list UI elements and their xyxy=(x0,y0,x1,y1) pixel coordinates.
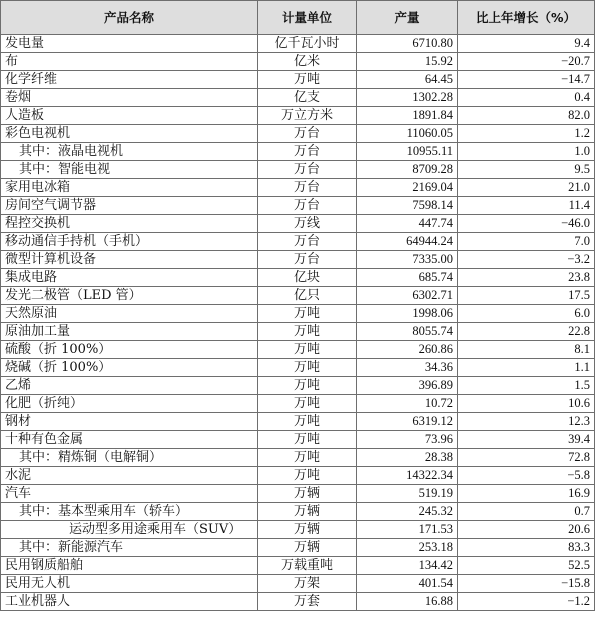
growth-cell: 83.3 xyxy=(458,539,595,557)
header-row xyxy=(1,1,595,35)
growth-cell: 1.0 xyxy=(458,143,595,161)
output-cell: 8709.28 xyxy=(357,161,458,179)
unit-cell: 万台 xyxy=(258,143,357,161)
table-row xyxy=(1,251,595,269)
product-name-cell: 家用电冰箱 xyxy=(1,179,258,197)
table-row xyxy=(1,179,595,197)
table-row xyxy=(1,215,595,233)
table-row xyxy=(1,557,595,575)
table-row xyxy=(1,341,595,359)
growth-cell: 0.4 xyxy=(458,89,595,107)
growth-cell: 9.5 xyxy=(458,161,595,179)
unit-cell: 万架 xyxy=(258,575,357,593)
output-cell: 15.92 xyxy=(357,53,458,71)
output-cell: 7598.14 xyxy=(357,197,458,215)
product-name-cell: 硫酸（折 100%） xyxy=(1,341,258,359)
output-cell: 6710.80 xyxy=(357,35,458,53)
growth-cell: 39.4 xyxy=(458,431,595,449)
growth-cell: 52.5 xyxy=(458,557,595,575)
product-name-cell: 发电量 xyxy=(1,35,258,53)
output-cell: 7335.00 xyxy=(357,251,458,269)
growth-cell: −46.0 xyxy=(458,215,595,233)
output-cell: 519.19 xyxy=(357,485,458,503)
product-name-cell: 人造板 xyxy=(1,107,258,125)
product-name-cell: 其中：智能电视 xyxy=(1,161,258,179)
product-name-cell: 原油加工量 xyxy=(1,323,258,341)
table-row xyxy=(1,521,595,539)
unit-cell: 万吨 xyxy=(258,305,357,323)
growth-cell: 20.6 xyxy=(458,521,595,539)
table-row xyxy=(1,89,595,107)
growth-cell: 0.7 xyxy=(458,503,595,521)
product-name-cell: 天然原油 xyxy=(1,305,258,323)
unit-cell: 万台 xyxy=(258,179,357,197)
table-row xyxy=(1,107,595,125)
growth-cell: 12.3 xyxy=(458,413,595,431)
growth-cell: 82.0 xyxy=(458,107,595,125)
table-row xyxy=(1,395,595,413)
product-name-cell: 民用钢质船舶 xyxy=(1,557,258,575)
product-name-cell: 钢材 xyxy=(1,413,258,431)
growth-cell: −20.7 xyxy=(458,53,595,71)
growth-cell: 1.5 xyxy=(458,377,595,395)
output-cell: 10955.11 xyxy=(357,143,458,161)
unit-cell: 万吨 xyxy=(258,395,357,413)
unit-cell: 万台 xyxy=(258,161,357,179)
product-name-cell: 发光二极管（LED 管） xyxy=(1,287,258,305)
unit-cell: 万套 xyxy=(258,593,357,611)
growth-cell: 6.0 xyxy=(458,305,595,323)
table-row xyxy=(1,35,595,53)
growth-cell: 22.8 xyxy=(458,323,595,341)
unit-cell: 万吨 xyxy=(258,449,357,467)
output-cell: 1302.28 xyxy=(357,89,458,107)
unit-cell: 万辆 xyxy=(258,485,357,503)
table-body xyxy=(1,35,595,611)
growth-cell: 10.6 xyxy=(458,395,595,413)
growth-cell: 21.0 xyxy=(458,179,595,197)
growth-cell: 1.1 xyxy=(458,359,595,377)
table-row xyxy=(1,323,595,341)
unit-cell: 万载重吨 xyxy=(258,557,357,575)
unit-cell: 万吨 xyxy=(258,467,357,485)
product-name-cell: 化肥（折纯） xyxy=(1,395,258,413)
table-row xyxy=(1,467,595,485)
growth-cell: 17.5 xyxy=(458,287,595,305)
growth-cell: −5.8 xyxy=(458,467,595,485)
unit-cell: 万辆 xyxy=(258,539,357,557)
output-cell: 11060.05 xyxy=(357,125,458,143)
product-name-cell: 其中：液晶电视机 xyxy=(1,143,258,161)
table-row xyxy=(1,53,595,71)
output-cell: 401.54 xyxy=(357,575,458,593)
output-cell: 447.74 xyxy=(357,215,458,233)
unit-cell: 万吨 xyxy=(258,341,357,359)
product-name-cell: 其中：基本型乘用车（轿车） xyxy=(1,503,258,521)
output-cell: 34.36 xyxy=(357,359,458,377)
table-row xyxy=(1,503,595,521)
growth-cell: 9.4 xyxy=(458,35,595,53)
product-name-cell: 彩色电视机 xyxy=(1,125,258,143)
table-row xyxy=(1,413,595,431)
table-row xyxy=(1,575,595,593)
table-row xyxy=(1,125,595,143)
product-name-cell: 民用无人机 xyxy=(1,575,258,593)
product-name-cell: 微型计算机设备 xyxy=(1,251,258,269)
unit-cell: 万台 xyxy=(258,125,357,143)
product-name-cell: 程控交换机 xyxy=(1,215,258,233)
unit-cell: 万台 xyxy=(258,197,357,215)
product-name-cell: 乙烯 xyxy=(1,377,258,395)
table-row xyxy=(1,431,595,449)
output-cell: 1998.06 xyxy=(357,305,458,323)
output-cell: 73.96 xyxy=(357,431,458,449)
table-header xyxy=(1,1,595,35)
growth-cell: −1.2 xyxy=(458,593,595,611)
table-row xyxy=(1,359,595,377)
product-name-cell: 化学纤维 xyxy=(1,71,258,89)
table-row xyxy=(1,71,595,89)
unit-cell: 亿千瓦小时 xyxy=(258,35,357,53)
unit-cell: 万吨 xyxy=(258,71,357,89)
product-name-cell: 汽车 xyxy=(1,485,258,503)
table-row xyxy=(1,593,595,611)
unit-cell: 万辆 xyxy=(258,521,357,539)
header-growth: 比上年增长（%） xyxy=(458,1,595,35)
product-name-cell: 其中：精炼铜（电解铜） xyxy=(1,449,258,467)
growth-cell: −3.2 xyxy=(458,251,595,269)
output-cell: 8055.74 xyxy=(357,323,458,341)
output-cell: 253.18 xyxy=(357,539,458,557)
unit-cell: 亿支 xyxy=(258,89,357,107)
product-name-cell: 布 xyxy=(1,53,258,71)
table-row xyxy=(1,287,595,305)
output-cell: 6319.12 xyxy=(357,413,458,431)
growth-cell: −15.8 xyxy=(458,575,595,593)
table-row xyxy=(1,485,595,503)
output-cell: 1891.84 xyxy=(357,107,458,125)
growth-cell: −14.7 xyxy=(458,71,595,89)
growth-cell: 72.8 xyxy=(458,449,595,467)
product-name-cell: 烧碱（折 100%） xyxy=(1,359,258,377)
table-row xyxy=(1,233,595,251)
product-name-cell: 移动通信手持机（手机） xyxy=(1,233,258,251)
unit-cell: 万吨 xyxy=(258,359,357,377)
output-cell: 10.72 xyxy=(357,395,458,413)
table-row xyxy=(1,161,595,179)
growth-cell: 23.8 xyxy=(458,269,595,287)
product-name-cell: 其中：新能源汽车 xyxy=(1,539,258,557)
unit-cell: 万台 xyxy=(258,251,357,269)
unit-cell: 亿块 xyxy=(258,269,357,287)
header-output: 产量 xyxy=(357,1,458,35)
growth-cell: 11.4 xyxy=(458,197,595,215)
product-name-cell: 十种有色金属 xyxy=(1,431,258,449)
growth-cell: 1.2 xyxy=(458,125,595,143)
unit-cell: 万台 xyxy=(258,233,357,251)
output-cell: 245.32 xyxy=(357,503,458,521)
table-row xyxy=(1,539,595,557)
table-row xyxy=(1,269,595,287)
product-name-cell: 工业机器人 xyxy=(1,593,258,611)
table-row xyxy=(1,143,595,161)
unit-cell: 万吨 xyxy=(258,431,357,449)
output-cell: 64.45 xyxy=(357,71,458,89)
unit-cell: 万吨 xyxy=(258,377,357,395)
table-row xyxy=(1,449,595,467)
output-cell: 685.74 xyxy=(357,269,458,287)
growth-cell: 7.0 xyxy=(458,233,595,251)
unit-cell: 万吨 xyxy=(258,323,357,341)
output-cell: 2169.04 xyxy=(357,179,458,197)
product-name-cell: 集成电路 xyxy=(1,269,258,287)
table-row xyxy=(1,377,595,395)
unit-cell: 万立方米 xyxy=(258,107,357,125)
product-name-cell: 卷烟 xyxy=(1,89,258,107)
product-name-cell: 运动型多用途乘用车（SUV） xyxy=(1,521,258,539)
output-cell: 64944.24 xyxy=(357,233,458,251)
unit-cell: 万线 xyxy=(258,215,357,233)
unit-cell: 亿只 xyxy=(258,287,357,305)
unit-cell: 万吨 xyxy=(258,413,357,431)
table-row xyxy=(1,197,595,215)
output-cell: 16.88 xyxy=(357,593,458,611)
output-cell: 396.89 xyxy=(357,377,458,395)
unit-cell: 万辆 xyxy=(258,503,357,521)
header-product-name: 产品名称 xyxy=(1,1,258,35)
output-cell: 134.42 xyxy=(357,557,458,575)
growth-cell: 8.1 xyxy=(458,341,595,359)
output-cell: 28.38 xyxy=(357,449,458,467)
output-cell: 260.86 xyxy=(357,341,458,359)
output-cell: 171.53 xyxy=(357,521,458,539)
header-unit: 计量单位 xyxy=(258,1,357,35)
table-row xyxy=(1,305,595,323)
growth-cell: 16.9 xyxy=(458,485,595,503)
output-cell: 6302.71 xyxy=(357,287,458,305)
unit-cell: 亿米 xyxy=(258,53,357,71)
output-cell: 14322.34 xyxy=(357,467,458,485)
product-name-cell: 房间空气调节器 xyxy=(1,197,258,215)
product-name-cell: 水泥 xyxy=(1,467,258,485)
